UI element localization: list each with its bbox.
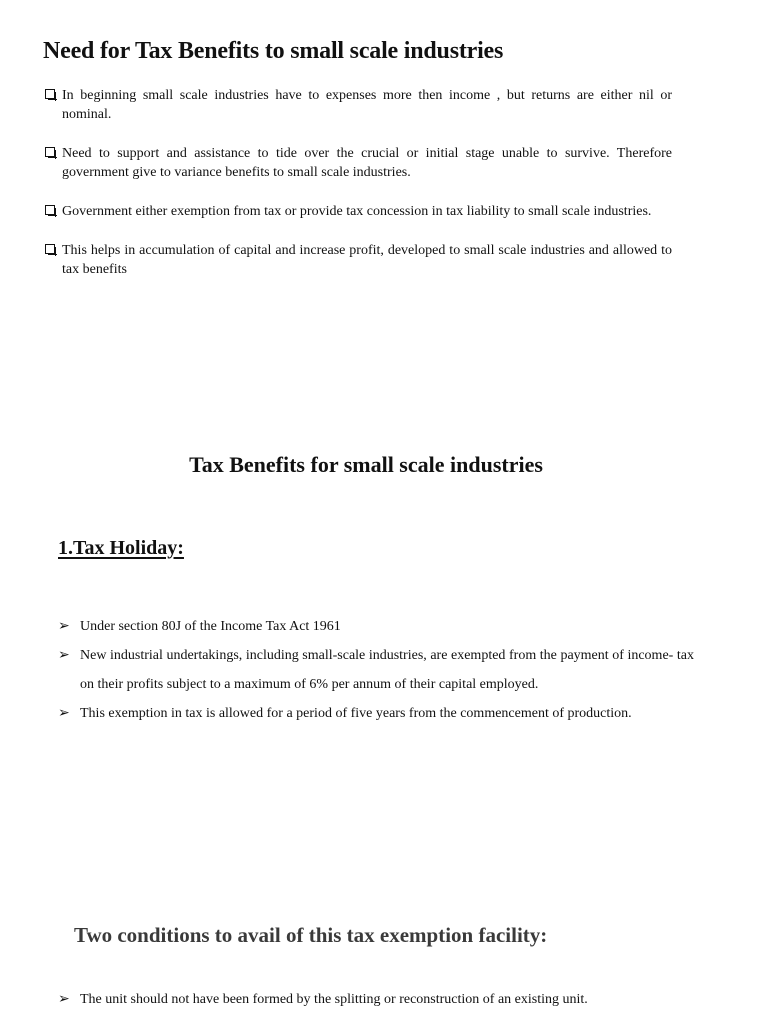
tax-holiday-point-text: This exemption in tax is allowed for a period of five years from the commencement of production. [80, 706, 632, 721]
tax-holiday-point [58, 612, 694, 641]
square-bullet-icon [45, 244, 55, 254]
need-point-text: In beginning small scale industries have to expenses more then income , but returns are either nil or nominal. [62, 88, 672, 122]
need-point [44, 86, 672, 124]
heading-tax-benefits: Tax Benefits for small scale industries [189, 452, 543, 477]
need-points-list [44, 86, 672, 299]
tax-holiday-point-text: New industrial undertakings, including small-scale industries, are exempted from the payment of income- tax on their profits subject to a maximum of 6% per annum of their capital employed. [80, 648, 694, 692]
arrow-bullet-icon: ➢ [58, 647, 70, 663]
tax-holiday-points-list [58, 612, 694, 728]
square-bullet-icon [45, 205, 55, 215]
need-point [44, 241, 672, 279]
need-point [44, 202, 672, 221]
heading-need-for-tax-benefits: Need for Tax Benefits to small scale industries [43, 38, 504, 64]
tax-holiday-point-text: Under section 80J of the Income Tax Act 1961 [80, 619, 341, 634]
need-point [44, 144, 672, 182]
arrow-bullet-icon: ➢ [58, 705, 70, 721]
tax-holiday-point [58, 699, 694, 728]
need-point-text: Government either exemption from tax or provide tax concession in tax liability to small scale industries. [62, 204, 652, 219]
need-point-text: Need to support and assistance to tide over the crucial or initial stage unable to survive. Therefore government give to variance benefits to small scale industries. [62, 146, 672, 180]
square-bullet-icon [45, 147, 55, 157]
need-point-text: This helps in accumulation of capital and increase profit, developed to small scale industries and allowed to tax benefits [62, 243, 672, 277]
square-bullet-icon [45, 89, 55, 99]
heading-tax-holiday: 1.Tax Holiday: [58, 537, 184, 559]
condition-point-text: The unit should not have been formed by the splitting or reconstruction of an existing unit. [80, 992, 588, 1007]
heading-two-conditions: Two conditions to avail of this tax exemption facility: [74, 923, 548, 947]
tax-holiday-point [58, 641, 694, 699]
condition-point [58, 985, 694, 1014]
arrow-bullet-icon: ➢ [58, 991, 70, 1007]
arrow-bullet-icon: ➢ [58, 618, 70, 634]
conditions-points-list [58, 985, 694, 1014]
